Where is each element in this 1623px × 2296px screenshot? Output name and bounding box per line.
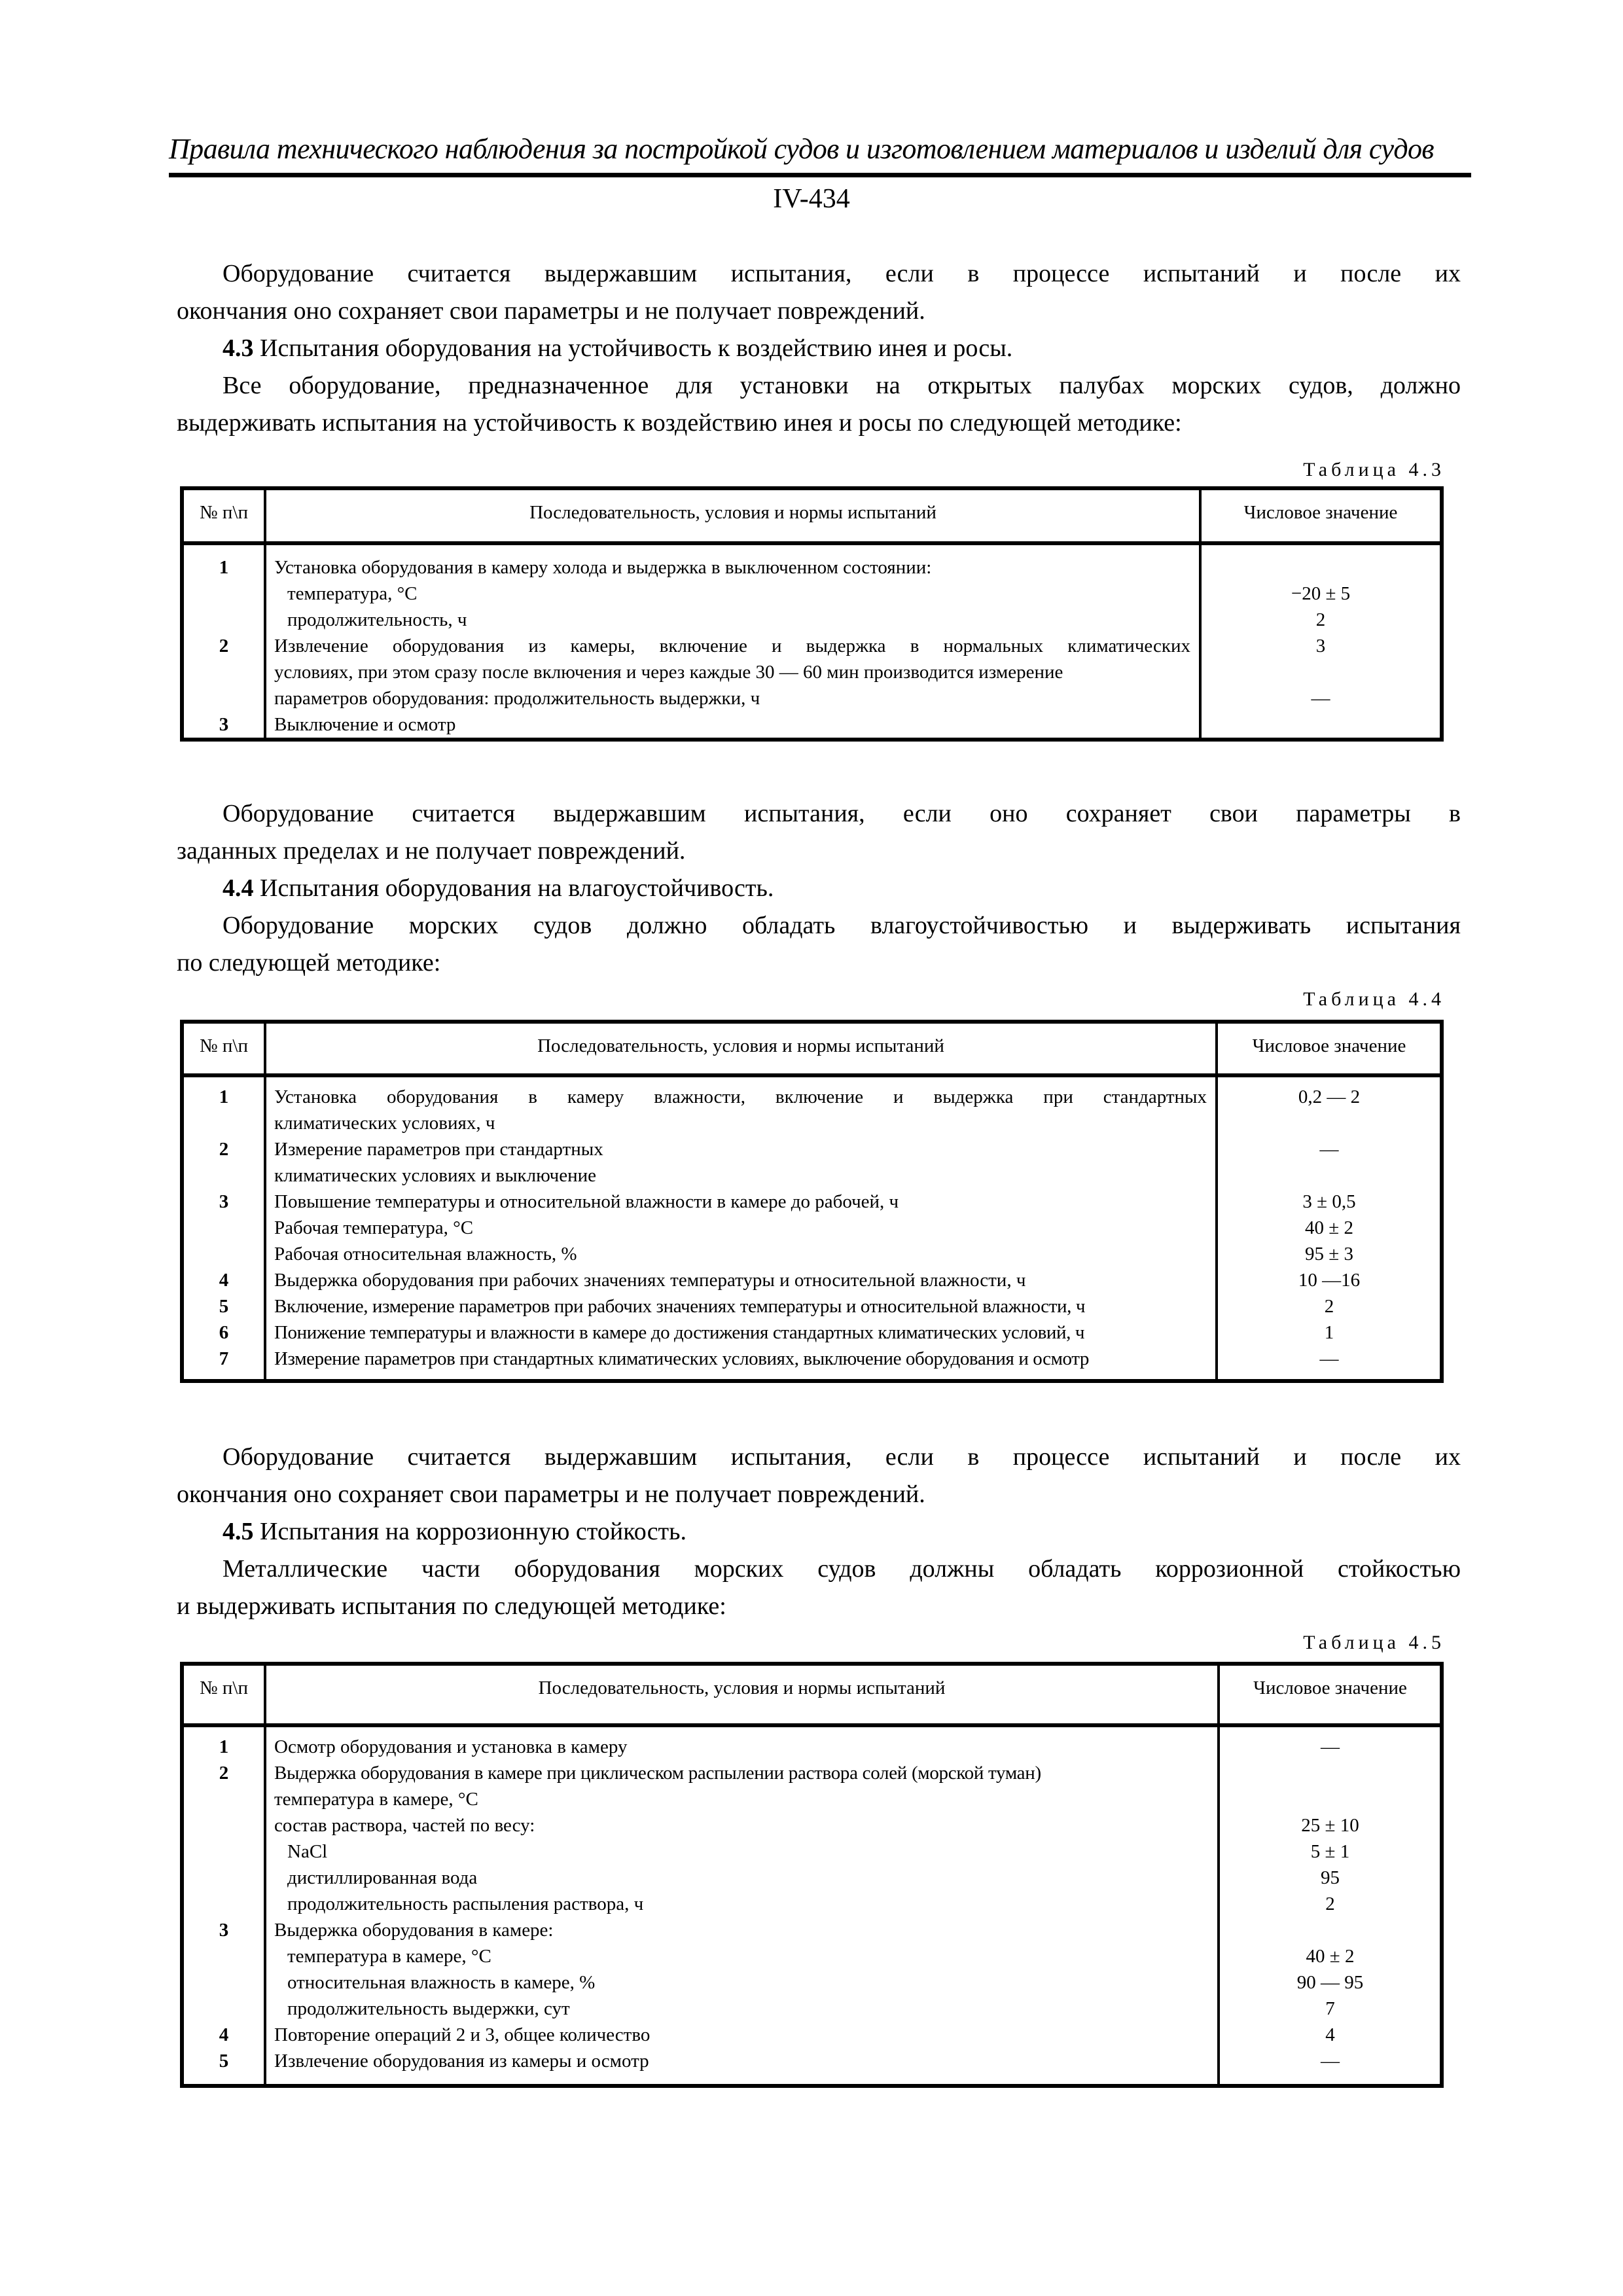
table-4-4 (180, 1020, 1444, 1383)
table-row: продолжительность выдержки, сут 7 (287, 1998, 1335, 2019)
running-title: Правила технического наблюдения за постройкой судов и изготовлением материалов и изделий для судов (169, 133, 1434, 165)
section-number: 4.3 (223, 334, 254, 362)
table-caption: Таблица 4.5 (1303, 1632, 1445, 1653)
header-value: Числовое значение (1252, 1035, 1406, 1056)
table-row: температура в камере, °C (274, 1789, 478, 1810)
text-line: Оборудование считается выдержавшим испытания, если в процессе испытаний и после их (223, 260, 1461, 287)
table-row: 5 Извлечение оборудования из камеры и осмотр — (219, 2051, 1340, 2072)
table-row: 4 Повторение операций 2 и 3, общее количество 4 (219, 2024, 1335, 2045)
table-header (184, 1666, 1440, 1727)
paragraph-conclusion-4-3 (177, 795, 1461, 870)
paragraph-intro-4-3 (177, 367, 1461, 442)
table-row: 1 Установка оборудования в камеру влажности, включение и выдержка при стандартных 0,2 — 2 (219, 1086, 1361, 1107)
table-row: дистиллированная вода 95 (287, 1867, 1340, 1888)
text-line: окончания оно сохраняет свои параметры и не получает повреждений. (177, 1480, 925, 1508)
text-line: Металлические части оборудования морских судов должны обладать коррозионной стойкостью (223, 1555, 1461, 1583)
header-sequence: Последовательность, условия и нормы испытаний (538, 1677, 946, 1698)
section-title: Испытания на коррозионную стойкость. (253, 1518, 687, 1545)
table-row: продолжительность распыления раствора, ч 2 (287, 1893, 1335, 1914)
table-row: 1 Установка оборудования в камеру холода и выдержка в выключенном состоянии: (219, 557, 932, 578)
section-title: Испытания оборудования на устойчивость к воздействию инея и росы. (253, 334, 1013, 362)
section-title: Испытания оборудования на влагоустойчивость. (253, 874, 774, 902)
table-row: климатических условиях и выключение (274, 1165, 597, 1186)
table-4-3 (180, 486, 1444, 742)
table-caption: Таблица 4.3 (1303, 459, 1445, 480)
header-value: Числовое значение (1253, 1677, 1407, 1698)
text-line: выдерживать испытания на устойчивость к воздействию инея и росы по следующей методике: (177, 409, 1182, 437)
text-line: Оборудование морских судов должно обладать влагоустойчивостью и выдерживать испытания (223, 912, 1461, 939)
table-header (184, 1024, 1440, 1077)
paragraph-intro-4-5 (177, 1551, 1461, 1625)
header-sequence: Последовательность, условия и нормы испытаний (529, 502, 936, 523)
table-row: климатических условиях, ч (274, 1113, 495, 1134)
table-row: Рабочая относительная влажность, % 95 ± 3 (274, 1244, 1353, 1265)
text-line: Оборудование считается выдержавшим испытания, если оно сохраняет свои параметры в (223, 800, 1461, 827)
header-no: № п\п (199, 1677, 248, 1698)
text-line: окончания оно сохраняет свои параметры и не получает повреждений. (177, 297, 925, 325)
table-row: 2 Извлечение оборудования из камеры, включение и выдержка в нормальных климатических 3 (219, 636, 1326, 656)
table-row: 2 Измерение параметров при стандартных — (219, 1139, 1339, 1160)
section-heading-4-5 (177, 1513, 1461, 1551)
table-4-5 (180, 1662, 1444, 2088)
section-heading-4-3 (177, 330, 1461, 367)
table-row: NaCl 5 ± 1 (287, 1841, 1350, 1862)
header-value: Числовое значение (1243, 502, 1398, 523)
section-number: 4.4 (223, 874, 254, 902)
section-heading-4-4 (177, 870, 1461, 907)
table-header (184, 490, 1440, 545)
table-row: 5 Включение, измерение параметров при рабочих значениях температуры и относительной влажности, ч 2 (219, 1296, 1334, 1317)
table-row: состав раствора, частей по весу: 25 ± 10 (274, 1815, 1359, 1836)
table-row: 4 Выдержка оборудования при рабочих значениях температуры и относительной влажности, ч 10 —16 (219, 1270, 1361, 1291)
paragraph-conclusion-4-4 (177, 1439, 1461, 1513)
header-no: № п\п (199, 1035, 248, 1056)
table-row: параметров оборудования: продолжительность выдержки, ч — (274, 688, 1330, 709)
table-row: продолжительность, ч 2 (287, 609, 1326, 630)
text-line: заданных пределах и не получает повреждений. (177, 837, 686, 865)
table-row: температура, °C −20 ± 5 (287, 583, 1351, 604)
table-row: условиях, при этом сразу после включения и через каждые 30 — 60 мин производится измерение (274, 662, 1063, 683)
header-no: № п\п (199, 502, 248, 523)
paragraph-intro-4-4 (177, 907, 1461, 982)
table-row: относительная влажность в камере, % 90 — 95 (287, 1972, 1364, 1993)
section-number: 4.5 (223, 1518, 254, 1545)
table-caption: Таблица 4.4 (1303, 988, 1445, 1010)
text-line: Оборудование считается выдержавшим испытания, если в процессе испытаний и после их (223, 1443, 1461, 1471)
text-line: по следующей методике: (177, 949, 441, 977)
table-row: 7 Измерение параметров при стандартных климатических условиях, выключение оборудования и осмотр — (219, 1348, 1339, 1369)
text-line: и выдерживать испытания по следующей методике: (177, 1592, 726, 1620)
table-row: 3 Выдержка оборудования в камере: (219, 1920, 554, 1941)
table-row: 2 Выдержка оборудования в камере при циклическом распылении раствора солей (морской туман) (219, 1763, 1041, 1784)
table-row: температура в камере, °C 40 ± 2 (287, 1946, 1355, 1967)
table-row: 1 Осмотр оборудования и установка в камеру — (219, 1736, 1340, 1757)
page-number: IV-434 (773, 184, 850, 214)
table-row: 3 Выключение и осмотр (219, 714, 456, 735)
header-rule (169, 173, 1471, 177)
text-line: Все оборудование, предназначенное для установки на открытых палубах морских судов, должно (223, 372, 1461, 399)
table-row: 6 Понижение температуры и влажности в камере до достижения стандартных климатических условий, ч 1 (219, 1322, 1334, 1343)
table-row: 3 Повышение температуры и относительной влажности в камере до рабочей, ч 3 ± 0,5 (219, 1191, 1356, 1212)
table-row: Рабочая температура, °C 40 ± 2 (274, 1217, 1353, 1238)
header-sequence: Последовательность, условия и нормы испытаний (537, 1035, 944, 1056)
paragraph-conclusion-previous (177, 255, 1461, 330)
